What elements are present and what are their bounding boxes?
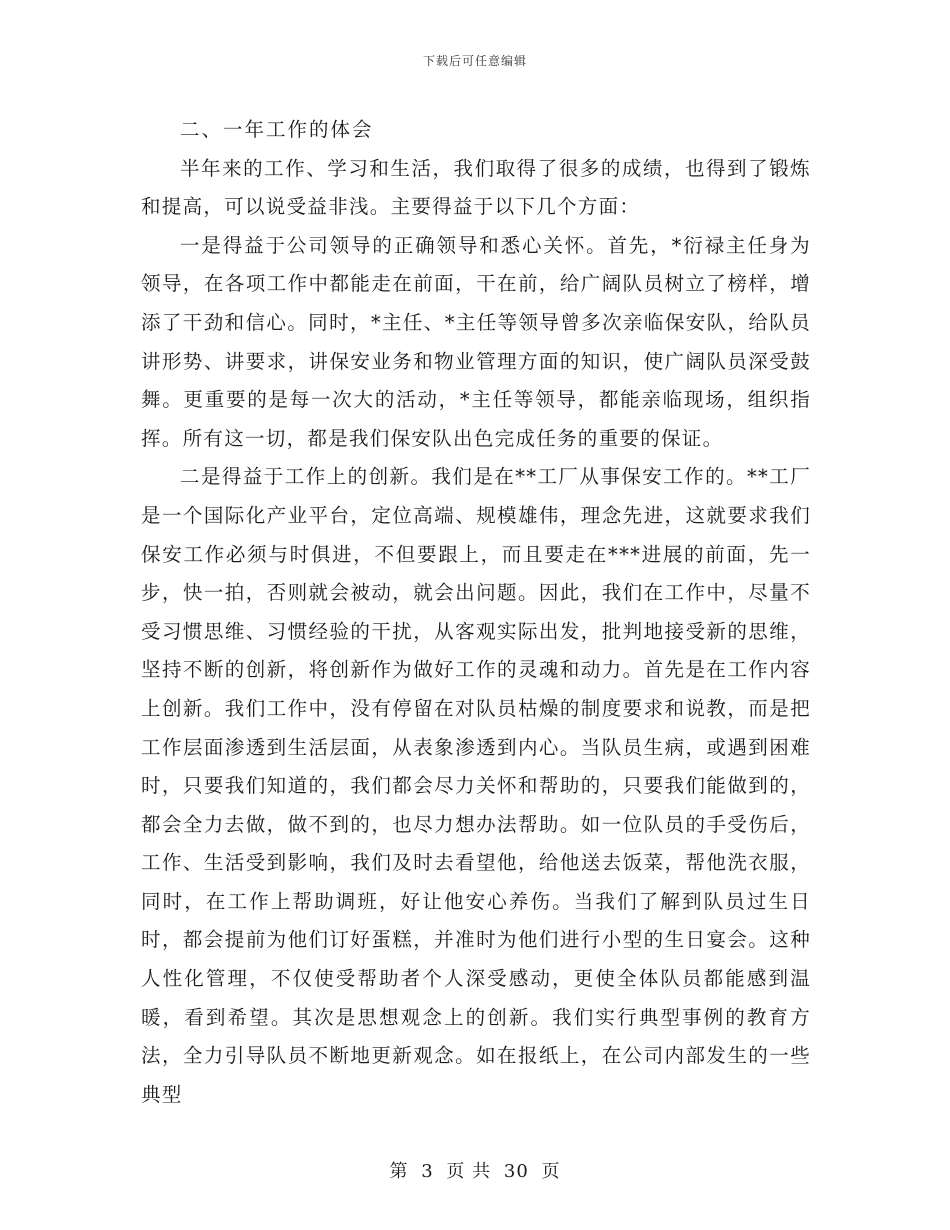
header-note: 下载后可任意编辑 — [422, 54, 527, 68]
paragraph-intro: 半年来的工作、学习和生活，我们取得了很多的成绩，也得到了锻炼和提高，可以说受益非浅。主要得益于以下几个方面： — [141, 156, 811, 219]
footer-current-page: 3 — [421, 1161, 434, 1182]
footer-total-pages: 30 — [503, 1161, 529, 1182]
paragraph-point-one: 一是得益于公司领导的正确领导和悉心关怀。首先，*衍禄主任身为领导，在各项工作中都能走在前面，干在前，给广阔队员树立了榜样，增添了干劲和信心。同时，*主任、*主任等领导曾多次亲临保安队，给队员讲形势、讲要求，讲保安业务和物业管理方面的知识，使广阔队员深受鼓舞。更重要的是每一次大的活动，*主任等领导，都能亲临现场，组织指挥。所有这一切，都是我们保安队出色完成任务的重要的保证。 — [141, 233, 811, 450]
footer-prefix: 第 — [389, 1161, 409, 1182]
page-footer — [0, 1157, 950, 1183]
footer-suffix: 页 — [541, 1161, 561, 1182]
document-body — [141, 111, 811, 1114]
paragraph-point-two: 二是得益于工作上的创新。我们是在**工厂从事保安工作的。**工厂是一个国际化产业平台，定位高端、规模雄伟，理念先进，这就要求我们保安工作必须与时俱进，不但要跟上，而且要走在***进展的前面，先一步，快一拍，否则就会被动，就会出问题。因此，我们在工作中，尽量不受习惯思维、习惯经验的干扰，从客观实际出发，批判地接受新的思维，坚持不断的创新，将创新作为做好工作的灵魂和动力。首先是在工作内容上创新。我们工作中，没有停留在对队员枯燥的制度要求和说教，而是把工作层面渗透到生活层面，从表象渗透到内心。当队员生病，或遇到困难时，只要我们知道的，我们都会尽力关怀和帮助的，只要我们能做到的，都会全力去做，做不到的，也尽力想办法帮助。如一位队员的手受伤后，工作、生活受到影响，我们及时去看望他，给他送去饭菜，帮他洗衣服，同时，在工作上帮助调班，好让他安心养伤。当我们了解到队员过生日时，都会提前为他们订好蛋糕，并准时为他们进行小型的生日宴会。这种人性化管理，不仅使受帮助者个人深受感动，更使全体队员都能感到温暖，看到希望。其次是思想观念上的创新。我们实行典型事例的教育方法，全力引导队员不断地更新观念。如在报纸上，在公司内部发生的一些典型 — [141, 465, 811, 1106]
section-heading: 二、一年工作的体会 — [180, 118, 374, 141]
footer-middle: 页 共 — [446, 1161, 492, 1182]
